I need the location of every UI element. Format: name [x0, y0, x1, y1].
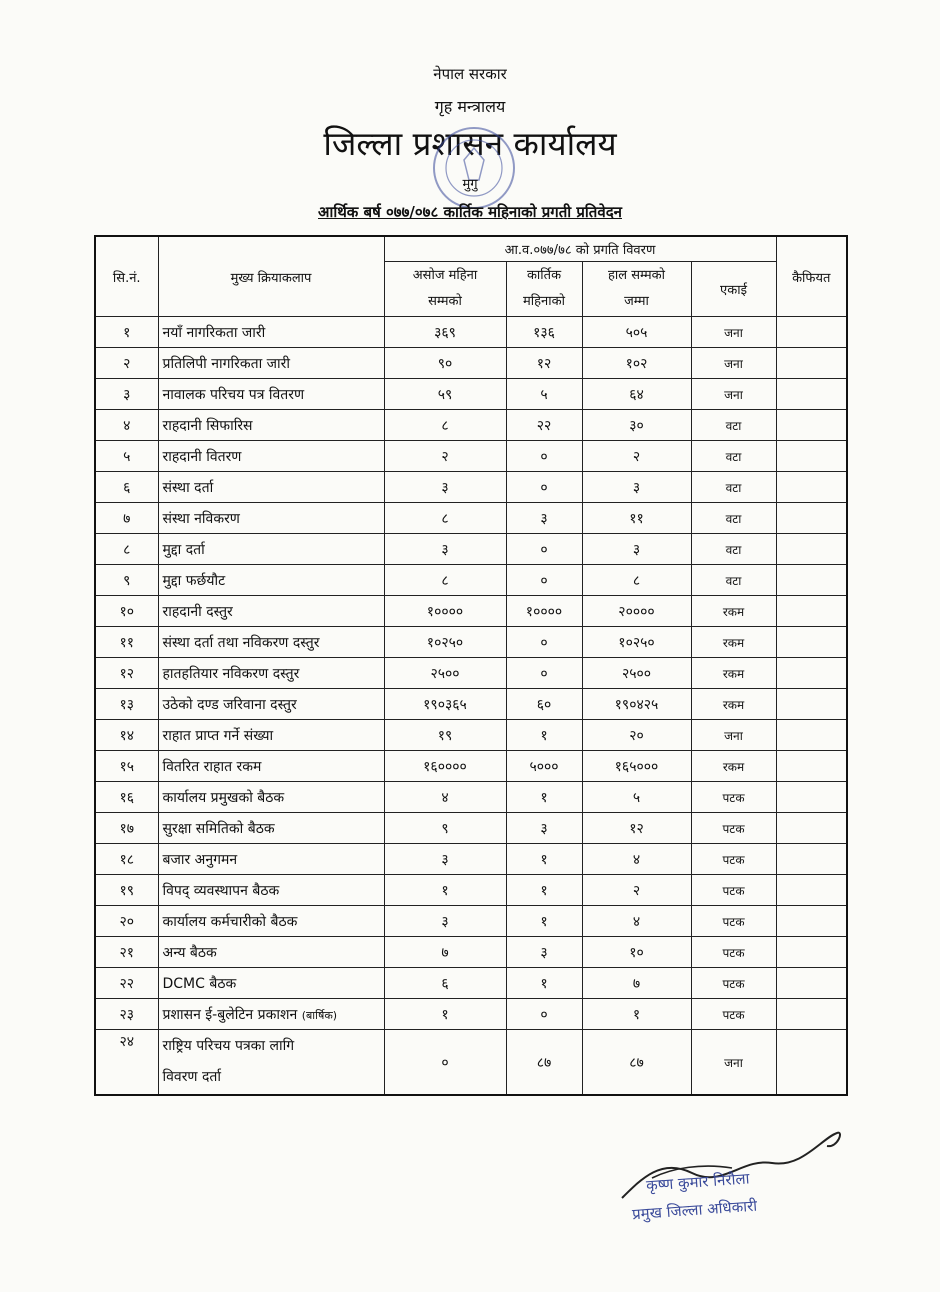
table-row: ८ मुद्दा दर्ता ३ ० ३ वटा — [95, 534, 847, 565]
table-row: २३ प्रशासन ई-बुलेटिन प्रकाशन (बार्षिक) १ ० १ पटक — [95, 999, 847, 1030]
table-row: १ नयाँ नागरिकता जारी ३६९ १३६ ५०५ जना — [95, 317, 847, 348]
table-row: १६ कार्यालय प्रमुखको बैठक ४ १ ५ पटक — [95, 782, 847, 813]
header-activity: मुख्य क्रियाकलाप — [158, 236, 384, 317]
office-title: जिल्ला प्रशासन कार्यालय — [323, 124, 617, 163]
table-row: १५ वितरित राहात रकम १६०००० ५००० १६५००० रकम — [95, 751, 847, 782]
table-row: ११ संस्था दर्ता तथा नविकरण दस्तुर १०२५० ० १०२५० रकम — [95, 627, 847, 658]
progress-table — [94, 235, 848, 1096]
table-row: ४ राहदानी सिफारिस ८ २२ ३० वटा — [95, 410, 847, 441]
government-name: नेपाल सरकार — [433, 65, 507, 83]
table-row: १० राहदानी दस्तुर १०००० १०००० २०००० रकम — [95, 596, 847, 627]
table-row: ५ राहदानी वितरण २ ० २ वटा — [95, 441, 847, 472]
header-total: हाल सम्मको जम्मा — [582, 262, 691, 317]
table-row: २४ राष्ट्रिय परिचय पत्रका लागि विवरण दर्ता ० ८७ ८७ जना — [95, 1030, 847, 1096]
table-row: १३ उठेको दण्ड जरिवाना दस्तुर १९०३६५ ६० १९०४२५ रकम — [95, 689, 847, 720]
table-row: २१ अन्य बैठक ७ ३ १० पटक — [95, 937, 847, 968]
table-row: १७ सुरक्षा समितिको बैठक ९ ३ १२ पटक — [95, 813, 847, 844]
header-kartik: कार्तिक महिनाको — [506, 262, 582, 317]
table-row: ७ संस्था नविकरण ८ ३ ११ वटा — [95, 503, 847, 534]
header-asoj: असोज महिना सम्मको — [384, 262, 506, 317]
table-row: २० कार्यालय कर्मचारीको बैठक ३ १ ४ पटक — [95, 906, 847, 937]
header-progress-group: आ.व.०७७/७८ को प्रगति विवरण — [384, 236, 776, 262]
header-sn: सि.नं. — [95, 236, 158, 317]
table-row: २२ DCMC बैठक ६ १ ७ पटक — [95, 968, 847, 999]
header-remarks: कैफियत — [776, 236, 847, 317]
table-row: १८ बजार अनुगमन ३ १ ४ पटक — [95, 844, 847, 875]
signatory-title: प्रमुख जिल्ला अधिकारी — [631, 1196, 758, 1224]
table-row: ६ संस्था दर्ता ३ ० ३ वटा — [95, 472, 847, 503]
ministry-name: गृह मन्त्रालय — [434, 97, 506, 116]
signatory-name: कृष्ण कुमार निरौला — [645, 1169, 751, 1195]
table-row: १२ हातहतियार नविकरण दस्तुर २५०० ० २५०० रकम — [95, 658, 847, 689]
table-row: २ प्रतिलिपी नागरिकता जारी ९० १२ १०२ जना — [95, 348, 847, 379]
table-row: ३ नावालक परिचय पत्र वितरण ५९ ५ ६४ जना — [95, 379, 847, 410]
report-title: आर्थिक बर्ष ०७७/०७८ कार्तिक महिनाको प्रगती प्रतिवेदन — [318, 203, 622, 221]
header-unit: एकाई — [691, 262, 776, 317]
table-row: १४ राहात प्राप्त गर्ने संख्या १९ १ २० जना — [95, 720, 847, 751]
district-name: मुगु — [462, 177, 478, 192]
table-row: १९ विपद् व्यवस्थापन बैठक १ १ २ पटक — [95, 875, 847, 906]
table-row: ९ मुद्दा फर्छयौट ८ ० ८ वटा — [95, 565, 847, 596]
